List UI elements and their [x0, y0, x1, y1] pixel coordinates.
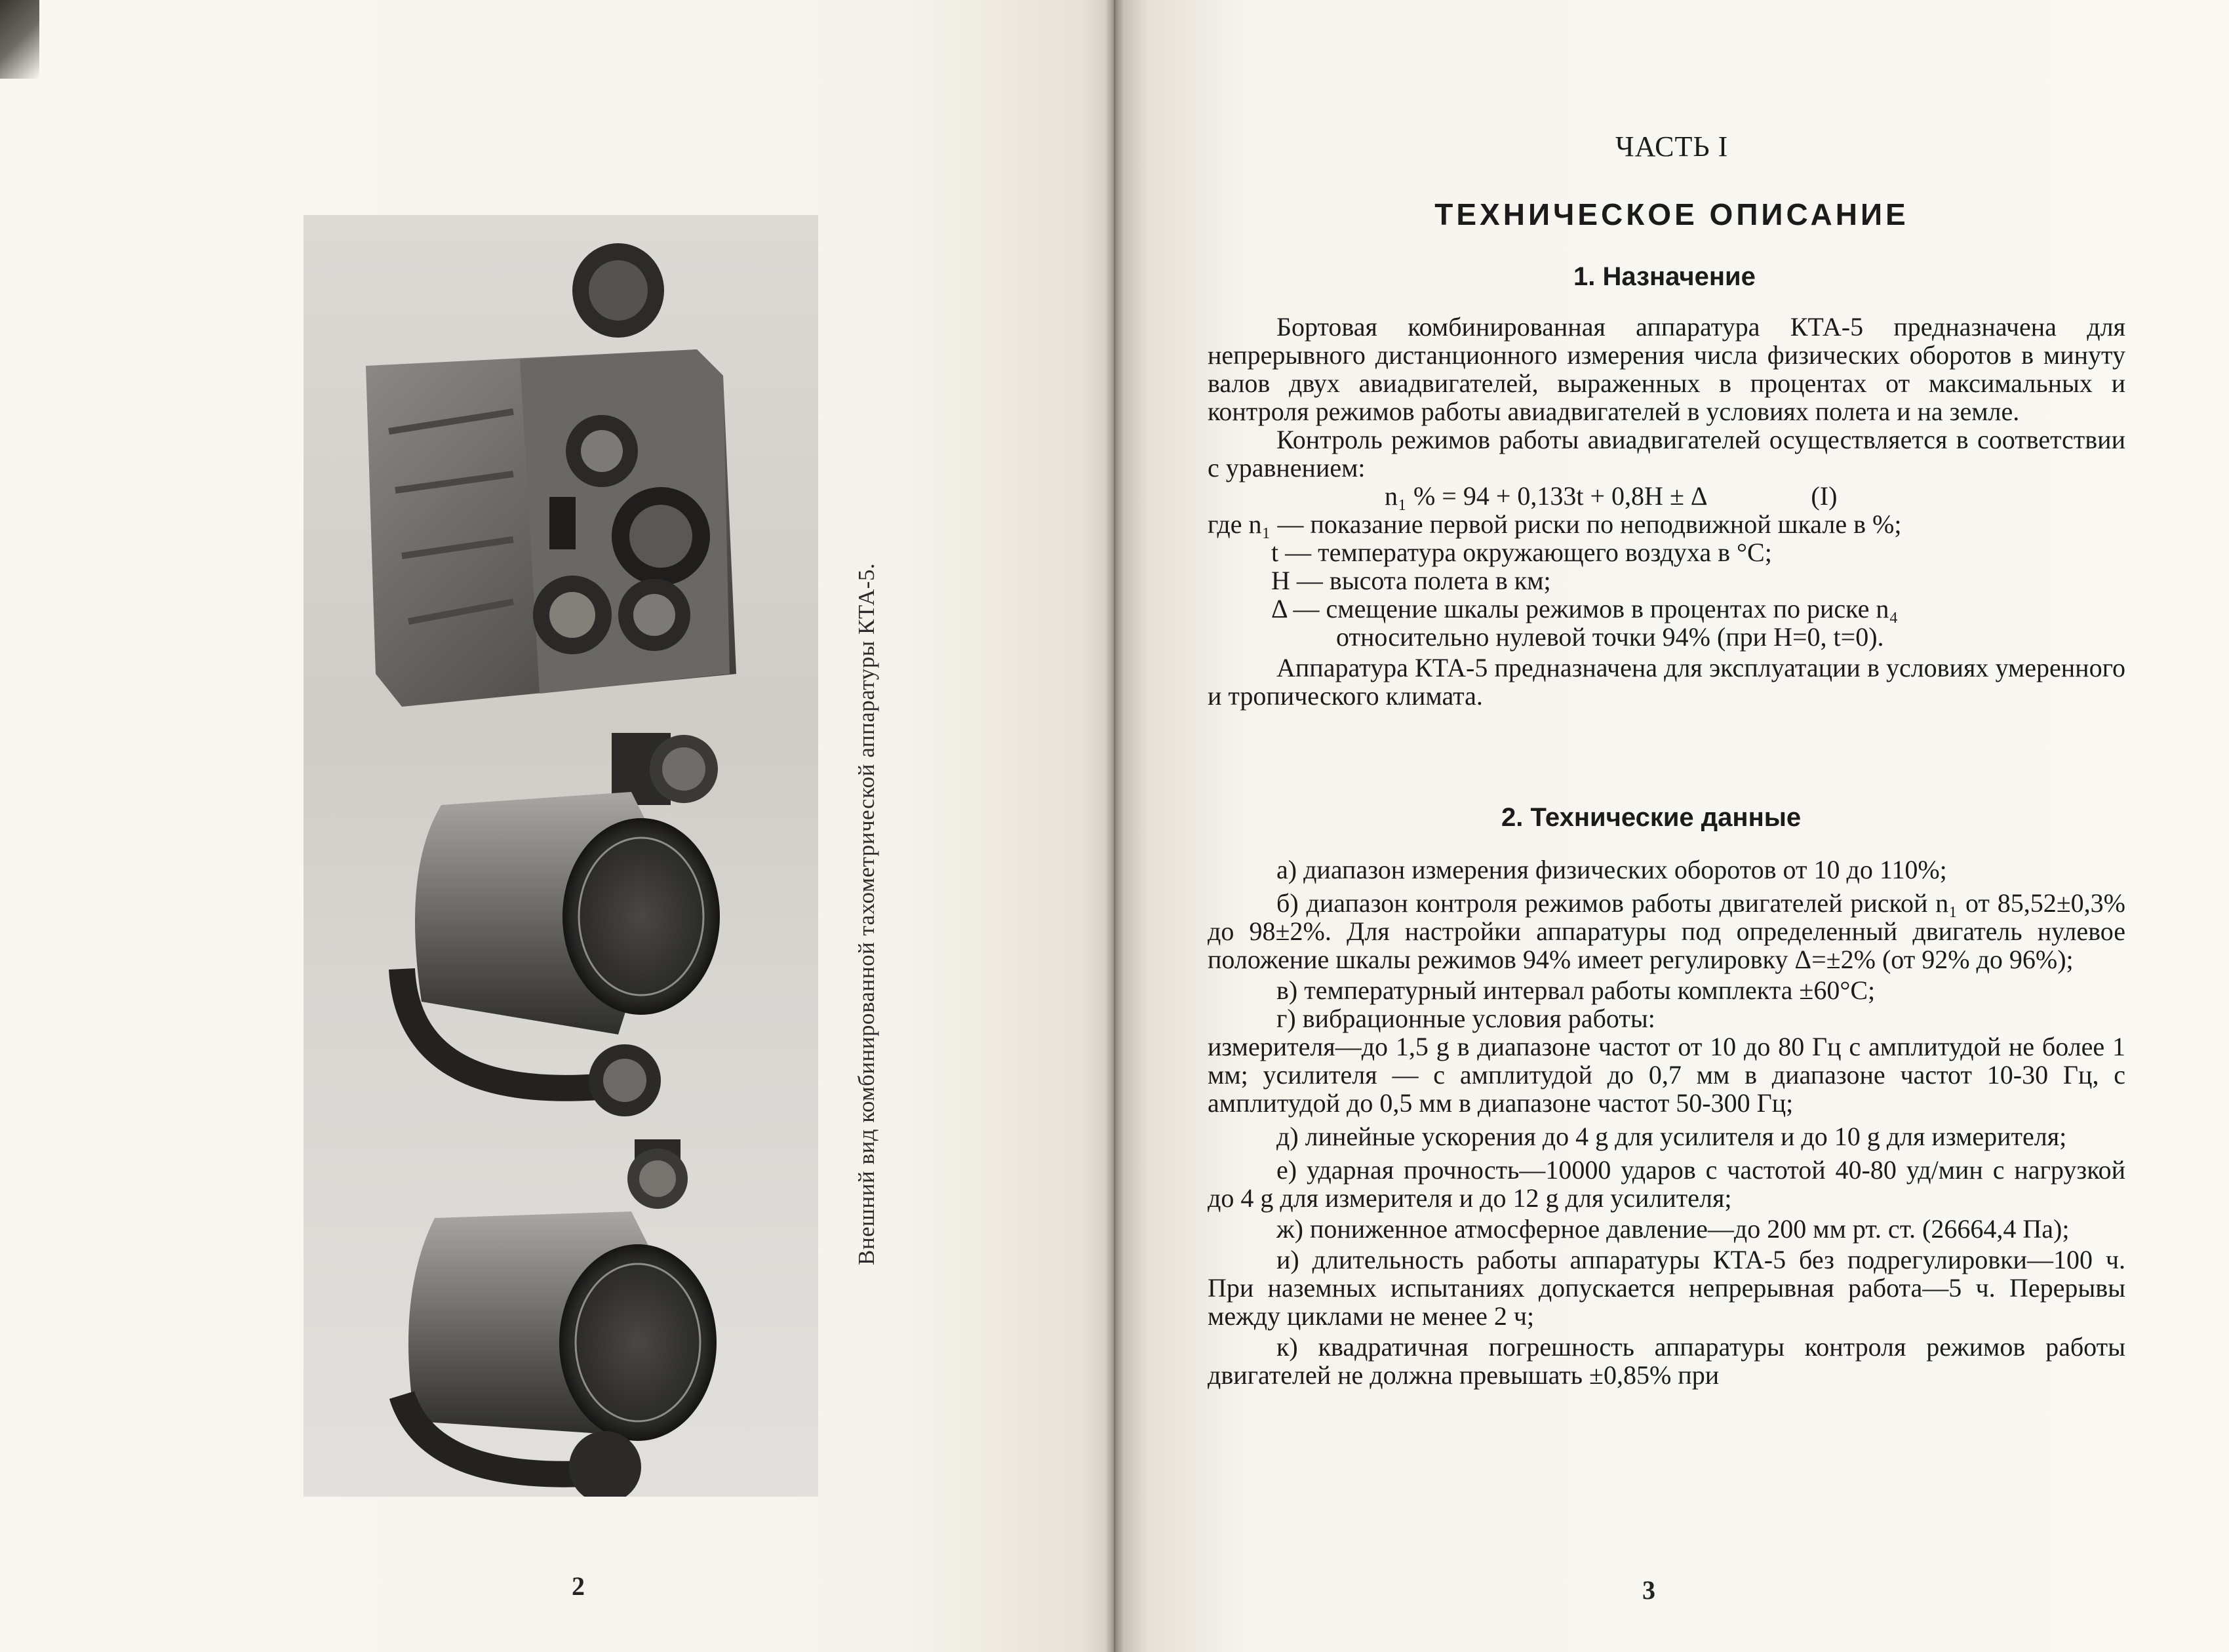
formula-definitions: [1208, 510, 2125, 651]
section-heading-purpose: 1. Назначение: [1573, 262, 1756, 291]
spec-item-zh: ж) пониженное атмосферное давление—до 200 мм рт. ст. (26664,4 Па);: [1276, 1214, 2070, 1244]
page-number-left: 2: [572, 1571, 585, 1601]
purpose-paragraph-2: Контроль режимов работы авиадвигателей осуществляется в соответствии с уравнением:: [1208, 425, 2125, 482]
purpose-paragraph-3: Аппаратура КТА-5 предназначена для эксплуатации в условиях умеренного и тропического климата.: [1208, 653, 2125, 711]
equipment-photo-illustration: [304, 215, 818, 1497]
book-gutter: [1105, 0, 1124, 1652]
document-title: ТЕХНИЧЕСКОЕ ОПИСАНИЕ: [1434, 197, 1909, 231]
section-specs-body: [1208, 856, 2125, 1389]
definition-delta: Δ — смещение шкалы режимов в процентах по риске n₄: [1271, 594, 1899, 623]
section-purpose-body: [1208, 313, 2125, 710]
spec-item-g: г) вибрационные условия работы:: [1276, 1004, 1655, 1033]
equipment-photo: [304, 215, 818, 1497]
definition-h: Н — высота полета в км;: [1271, 566, 1551, 595]
spec-item-b: б) диапазон контроля режимов работы двигателей риской n₁ от 85,52±0,3% до 98±2%. Для настройки аппаратуры под определенный двигатель нулевое положение шкалы режимов 94% имеет регулировку Δ=±2% (от 92% до 96%);: [1208, 888, 2125, 974]
definition-n1: где n₁ — показание первой риски по неподвижной шкале в %;: [1208, 509, 1902, 539]
spec-item-k: к) квадратичная погрешность аппаратуры контроля режимов работы двигателей не должна превышать ±0,85% при: [1208, 1332, 2125, 1390]
spec-item-g-text: измерителя—до 1,5 g в диапазоне частот от 10 до 80 Гц с амплитудой не более 1 мм; усилителя — с амплитудой до 0,7 мм в диапазоне частот 10-30 Гц, с амплитудой до 0,5 мм в диапазоне частот 50-300 Гц;: [1208, 1032, 2125, 1118]
left-page: [0, 0, 1114, 1652]
page-number-right: 3: [1642, 1575, 1655, 1605]
spec-item-e: е) ударная прочность—10000 ударов с частотой 40-80 уд/мин с нагрузкой до 4 g для измерителя и до 12 g для усилителя;: [1208, 1155, 2125, 1213]
spec-item-a: а) диапазон измерения физических оборотов от 10 до 110%;: [1276, 855, 1947, 884]
purpose-paragraph-1: Бортовая комбинированная аппаратура КТА-5 предназначена для непрерывного дистанционного измерения числа физических оборотов в минуту валов двух авиадвигателей, выраженных в процентах от максимальных и контроля режимов работы авиадвигателей в условиях полета и на земле.: [1208, 312, 2125, 426]
control-formula: [1208, 482, 2125, 510]
spec-item-v: в) температурный интервал работы комплекта ±60°С;: [1276, 975, 1876, 1005]
formula-expression: n₁ % = 94 + 0,133t + 0,8H ± Δ: [1385, 481, 1706, 511]
part-label: ЧАСТЬ I: [1615, 130, 1729, 163]
scan-corner-shadow: [0, 0, 39, 79]
definition-t: t — температура окружающего воздуха в °С;: [1271, 538, 1772, 567]
section-heading-specs: 2. Технические данные: [1501, 803, 1802, 832]
spec-item-i: и) длительность работы аппаратуры КТА-5 без подрегулировки—100 ч. При наземных испытаниях допускается непрерывная работа—5 ч. Перерывы между циклами не менее 2 ч;: [1208, 1245, 2125, 1331]
definition-delta-cont: относительно нулевой точки 94% (при Н=0, t=0).: [1336, 622, 1884, 652]
spec-item-d: д) линейные ускорения до 4 g для усилителя и до 10 g для измерителя;: [1276, 1122, 2067, 1151]
formula-number: (I): [1811, 481, 1838, 511]
photo-caption: Внешний вид комбинированной тахометрической аппаратуры КТА-5.: [854, 562, 879, 1265]
